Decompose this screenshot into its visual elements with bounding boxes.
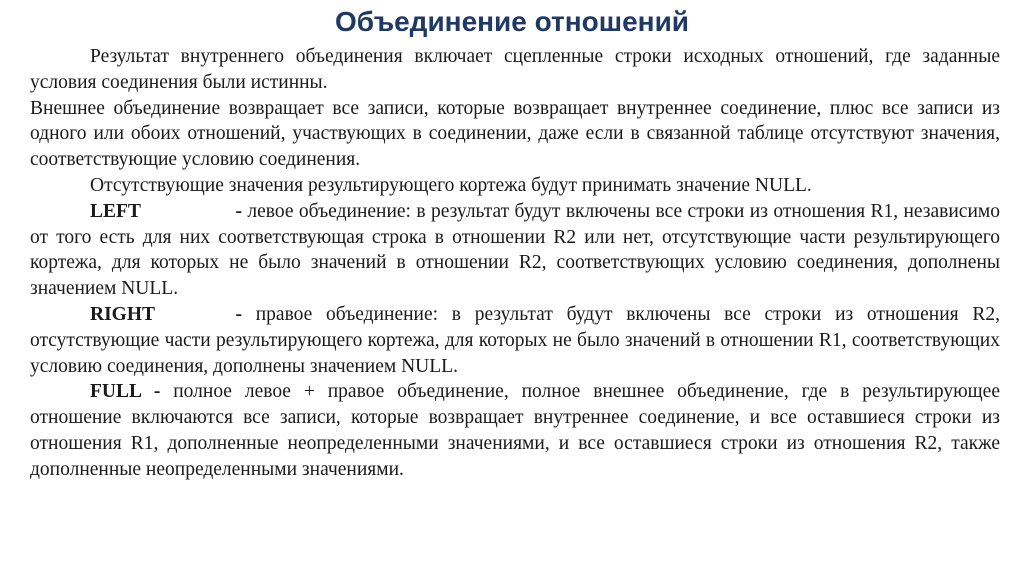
left-dash: -	[235, 200, 242, 222]
right-keyword-text: RIGHT	[90, 303, 156, 325]
left-description: левое объединение: в результат будут включены все строки из отношения R1, независимо от того есть для них соответствующая строка в отношении R2 или нет, отсутствующие части результирующего кортежа, для которых не было значений в отношении R2, соответствующих условию соединения, дополнены значением NULL.	[30, 200, 1000, 300]
slide-title: Объединение отношений	[334, 6, 690, 37]
right-dash: -	[235, 303, 242, 325]
paragraph-null-values: Отсутствующие значения результирующего кортежа будут принимать значение NULL.	[90, 174, 812, 196]
paragraph-outer-join: Внешнее объединение возвращает все записи, которые возвращает внутреннее соединение, плюс все записи из одного или обоих отношений, участвующих в соединении, даже если в связанной таблице отсутствуют значения, соответствующие условию соединения.	[30, 97, 1000, 171]
paragraph-full-join	[30, 379, 1000, 482]
full-keyword: FULL -	[90, 381, 161, 403]
slide-body	[30, 44, 1000, 483]
full-description: полное левое + правое объединение, полное внешнее объединение, где в результирующее отношение включаются все записи, которые возвращает внутреннее соединение, и все оставшиеся строки из отношения R1, дополненные неопределенными значениями, и все оставшиеся строки из отношения R2, также дополненные неопределенными значениями.	[30, 381, 1000, 480]
right-description: правое объединение: в результат будут включены все строки из отношения R2, отсутствующие части результирующего кортежа, для которых не было значений в отношении R1, соответствующих условию соединения, дополнены значением NULL.	[30, 303, 1000, 377]
paragraph-right-join	[30, 302, 1000, 379]
left-keyword	[90, 199, 242, 225]
right-keyword	[90, 302, 242, 328]
paragraph-inner-join: Результат внутреннего объединения включает сцепленные строки исходных отношений, где заданные условия соединения были истинны.	[30, 46, 1000, 93]
paragraph-left-join	[30, 199, 1000, 302]
left-keyword-text: LEFT	[90, 200, 141, 222]
